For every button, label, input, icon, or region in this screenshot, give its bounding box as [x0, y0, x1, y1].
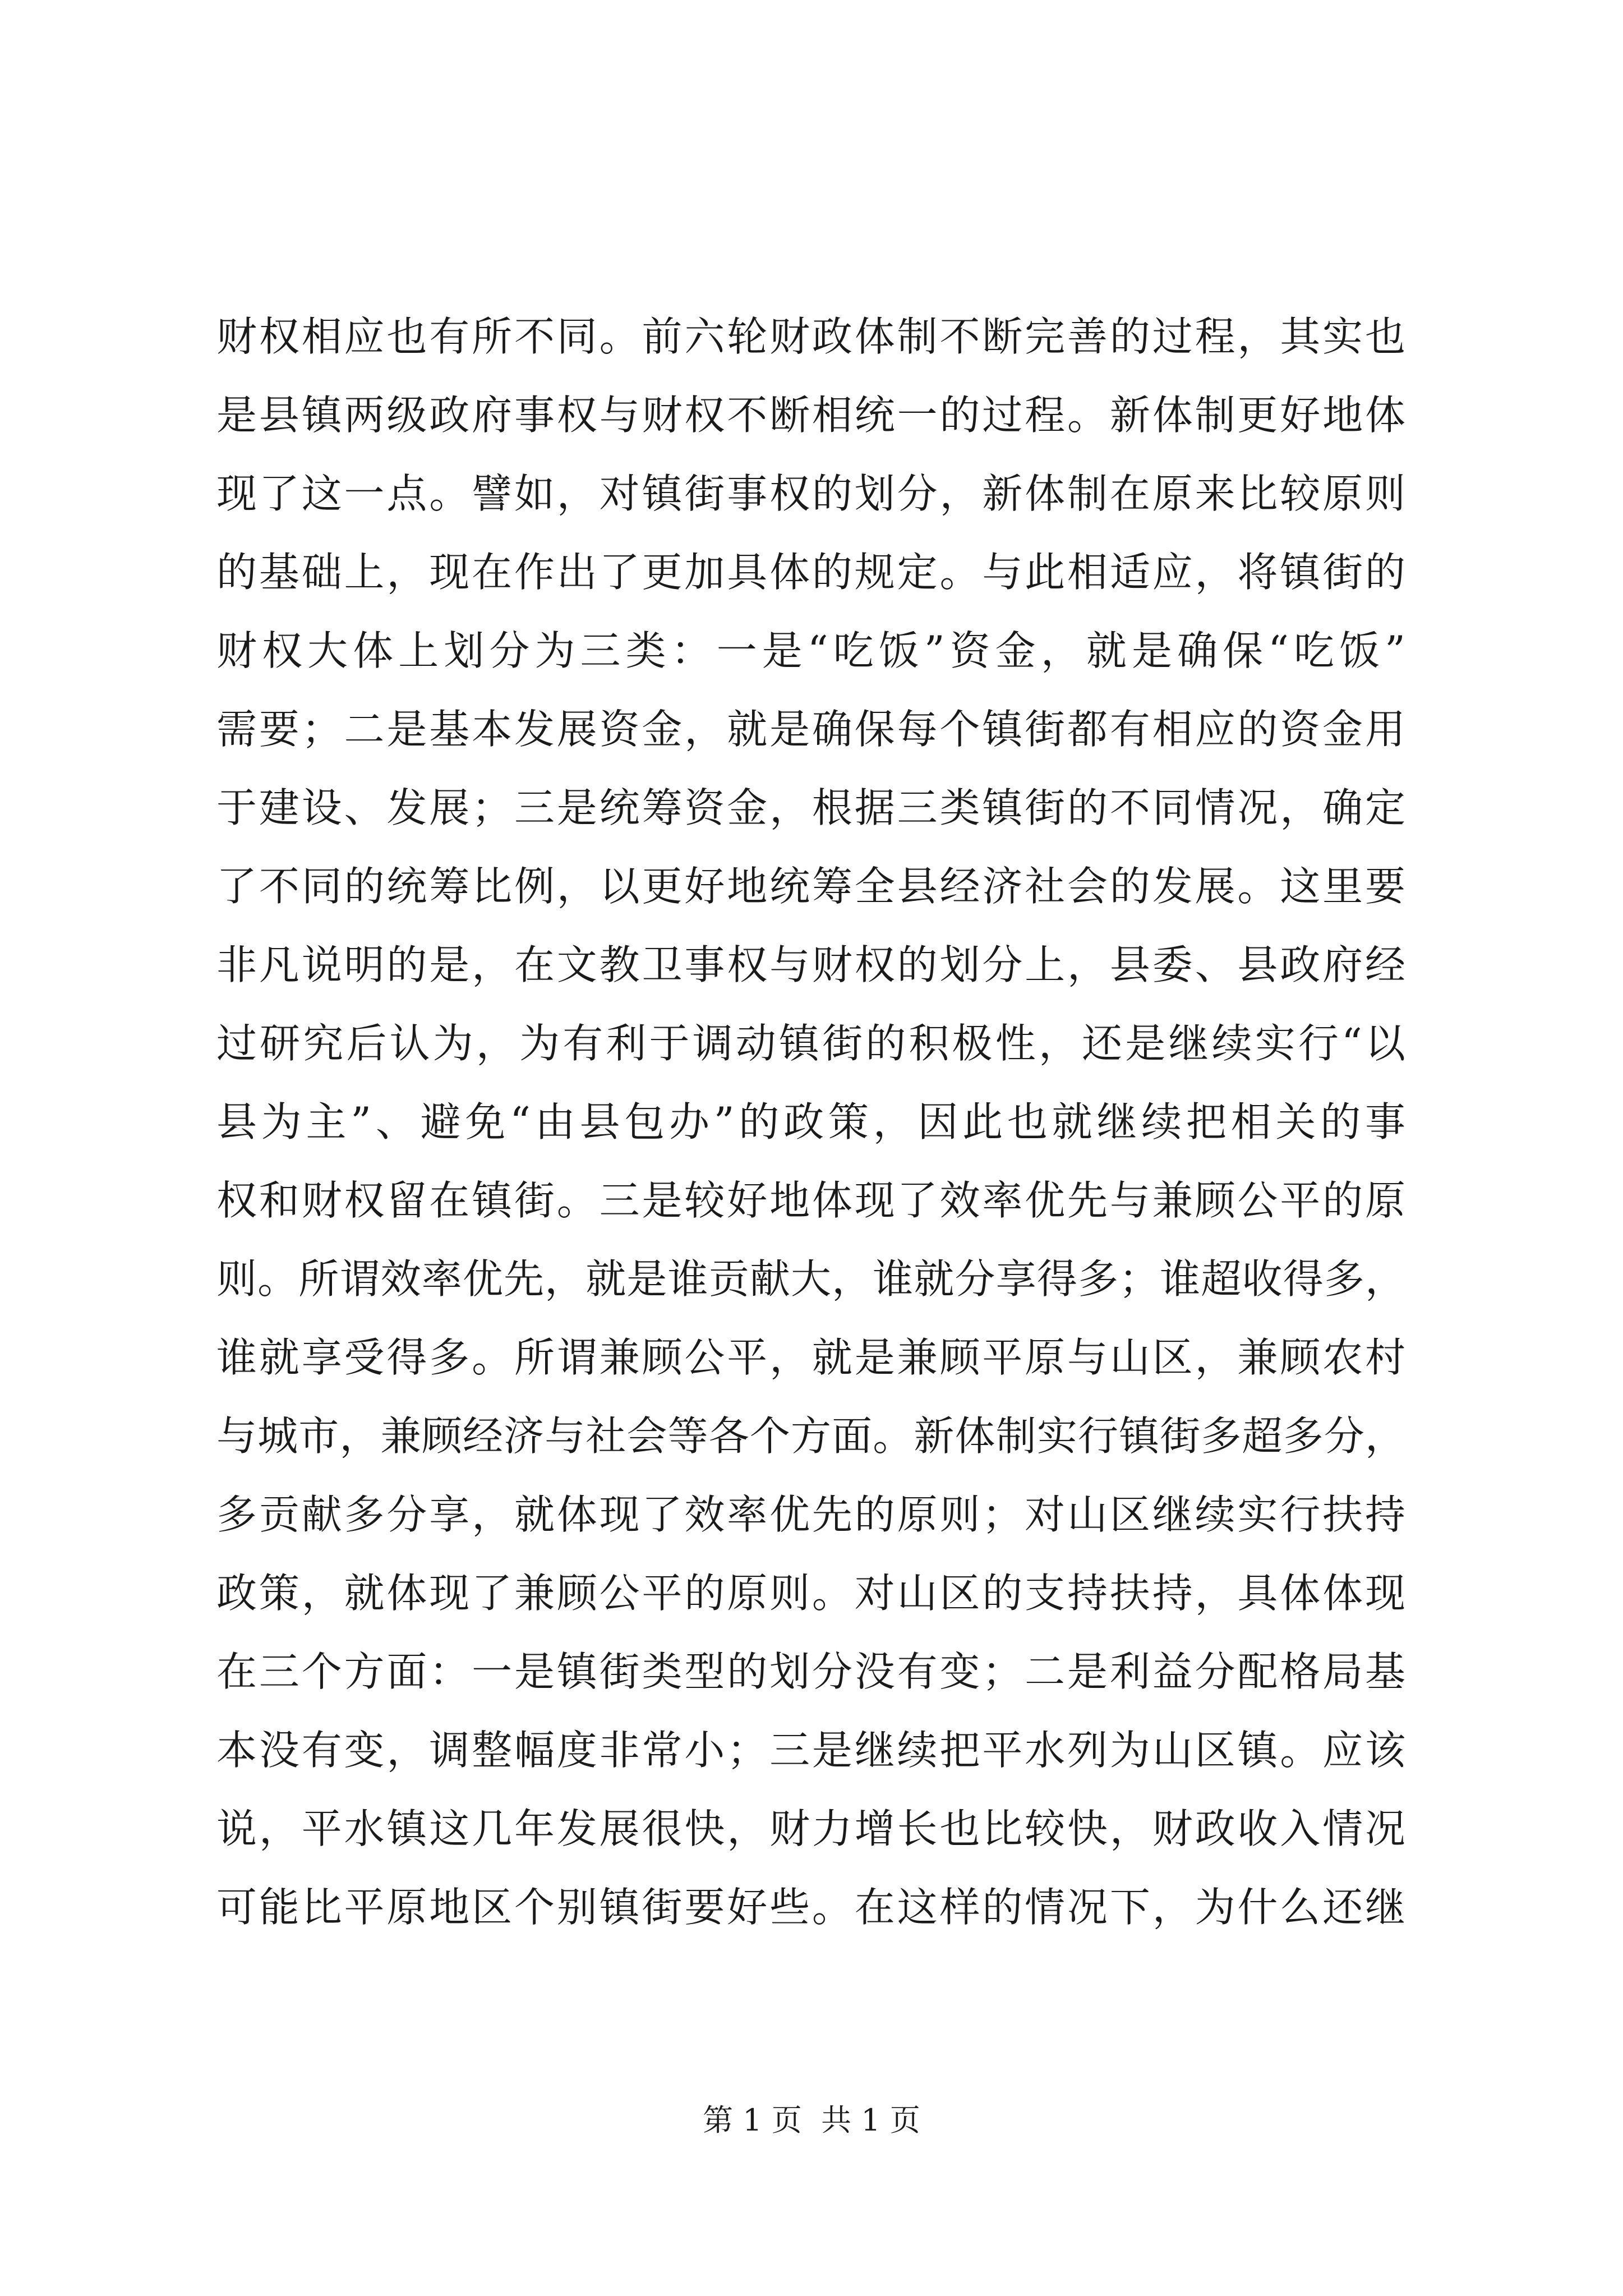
text-line: 非凡说明的是，在文教卫事权与财权的划分上，县委、县政府经: [216, 941, 1405, 988]
text-line: 权和财权留在镇街。三是较好地体现了效率优先与兼顾公平的原: [216, 1177, 1405, 1224]
text-line: 财权大体上划分为三类：一是“吃饭”资金，就是确保“吃饭”: [216, 627, 1405, 674]
text-line: 了不同的统筹比例，以更好地统筹全县经济社会的发展。这里要: [216, 863, 1405, 910]
text-line: 与城市，兼顾经济与社会等各个方面。新体制实行镇街多超多分，: [216, 1412, 1405, 1460]
text-line: 说，平水镇这几年发展很快，财力增长也比较快，财政收入情况: [216, 1805, 1405, 1852]
text-line: 财权相应也有所不同。前六轮财政体制不断完善的过程，其实也: [216, 313, 1405, 360]
text-line: 的基础上，现在作出了更加具体的规定。与此相适应，将镇街的: [216, 549, 1405, 596]
text-line: 政策，就体现了兼顾公平的原则。对山区的支持扶持，具体体现: [216, 1570, 1405, 1617]
text-line: 需要；二是基本发展资金，就是确保每个镇街都有相应的资金用: [216, 706, 1405, 753]
body-text: [216, 297, 1405, 1947]
text-line: 在三个方面：一是镇街类型的划分没有变；二是利益分配格局基: [216, 1648, 1405, 1695]
text-line: 是县镇两级政府事权与财权不断相统一的过程。新体制更好地体: [216, 392, 1405, 439]
text-line: 则。所谓效率优先，就是谁贡献大，谁就分享得多；谁超收得多，: [216, 1255, 1405, 1303]
text-line: 县为主”、避免“由县包办”的政策，因此也就继续把相关的事: [216, 1098, 1405, 1145]
page-footer: 第 1 页 共 1 页: [703, 2102, 920, 2138]
text-line: 本没有变，调整幅度非常小；三是继续把平水列为山区镇。应该: [216, 1727, 1405, 1774]
text-line: 现了这一点。譬如，对镇街事权的划分，新体制在原来比较原则: [216, 470, 1405, 517]
text-line: 谁就享受得多。所谓兼顾公平，就是兼顾平原与山区，兼顾农村: [216, 1334, 1405, 1381]
text-line: 多贡献多分享，就体现了效率优先的原则；对山区继续实行扶持: [216, 1491, 1405, 1538]
text-line: 过研究后认为，为有利于调动镇街的积极性，还是继续实行“以: [216, 1020, 1405, 1067]
text-line: 于建设、发展；三是统筹资金，根据三类镇街的不同情况，确定: [216, 784, 1405, 831]
text-line: 可能比平原地区个别镇街要好些。在这样的情况下，为什么还继: [216, 1884, 1405, 1931]
